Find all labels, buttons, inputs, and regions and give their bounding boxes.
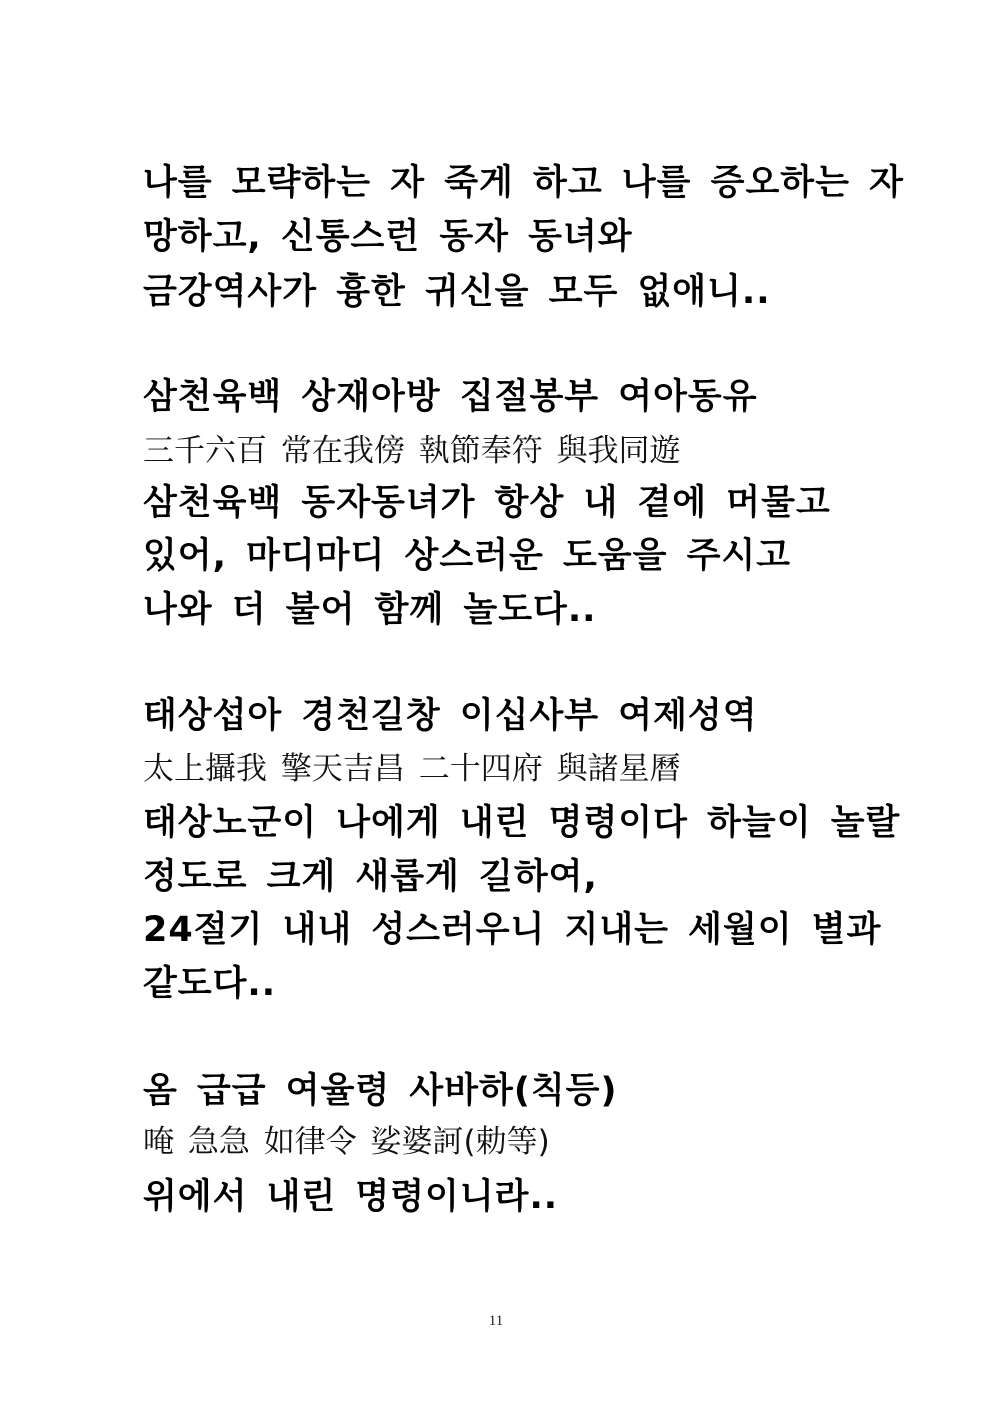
stanza-2-hanja: 三千六百 常在我傍 執節奉符 與我同遊	[143, 433, 681, 469]
stanza-4-korean-title: 옴 급급 여율령 사바하(칙등)	[143, 1071, 618, 1111]
stanza-2-korean-title: 삼천육백 상재아방 집절봉부 여아동유	[143, 377, 758, 417]
stanza-2-line-3: 나와 더 불어 함께 놀도다..	[143, 590, 597, 630]
stanza-3-line-1: 태상노군이 나에게 내린 명령이다 하늘이 놀랄	[143, 803, 901, 843]
stanza-4-hanja: 唵 急急 如律令 娑婆訶(勅等)	[143, 1124, 550, 1160]
stanza-3-line-4: 같도다..	[143, 964, 277, 1004]
stanza-1-line-2: 망하고, 신통스런 동자 동녀와	[143, 217, 633, 257]
stanza-1-line-1: 나를 모략하는 자 죽게 하고 나를 증오하는 자	[143, 163, 904, 203]
stanza-4-line-1: 위에서 내린 명령이니라..	[143, 1177, 559, 1217]
stanza-3-korean-title: 태상섭아 경천길창 이십사부 여제성역	[143, 696, 758, 736]
stanza-3-line-3: 24절기 내내 성스러우니 지내는 세월이 별과	[143, 910, 882, 950]
stanza-1-line-3: 금강역사가 흉한 귀신을 모두 없애니..	[143, 272, 771, 312]
page-number: 11	[488, 1313, 504, 1329]
stanza-3-hanja: 太上攝我 擎天吉昌 二十四府 與諸星曆	[143, 751, 681, 787]
stanza-2-line-1: 삼천육백 동자동녀가 항상 내 곁에 머물고	[143, 483, 831, 523]
stanza-3-line-2: 정도로 크게 새롭게 길하여,	[143, 857, 598, 897]
stanza-2-line-2: 있어, 마디마디 상스러운 도움을 주시고	[143, 536, 791, 576]
